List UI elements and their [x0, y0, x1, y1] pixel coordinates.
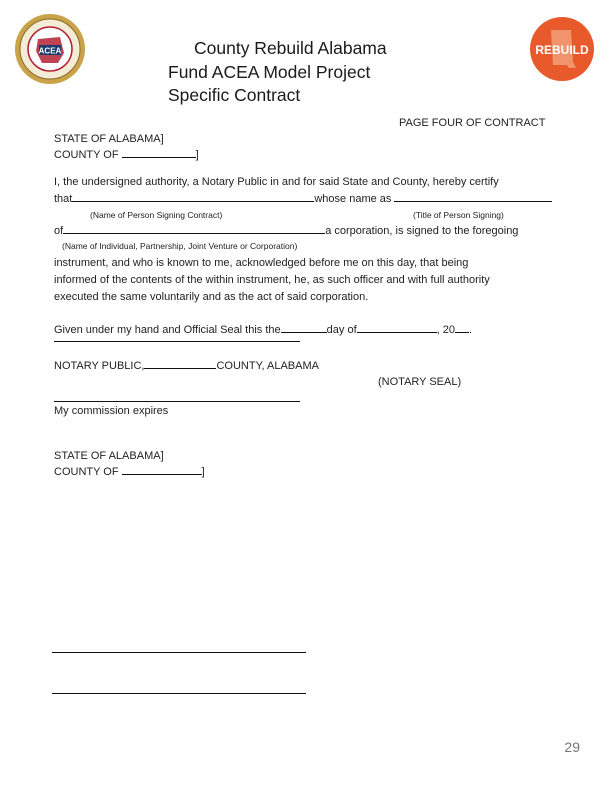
- county-of-line-2: [54, 464, 205, 480]
- signer-title-blank[interactable]: [394, 191, 552, 202]
- certify-line-2: [54, 191, 552, 207]
- of-label: of: [54, 225, 64, 237]
- notary-county-blank[interactable]: [144, 358, 216, 369]
- county-of-label-2: COUNTY OF: [54, 466, 119, 478]
- corporation-text: a corporation, is signed to the foregoing: [325, 225, 519, 237]
- given-period: .: [468, 324, 473, 336]
- entity-name-blank[interactable]: [63, 223, 325, 234]
- that-label: that: [54, 193, 73, 205]
- commission-expires-label: My commission expires: [54, 405, 169, 417]
- page-number: 29: [564, 739, 580, 755]
- given-line: [54, 322, 472, 338]
- state-of-alabama-1: STATE OF ALABAMA]: [54, 133, 164, 145]
- whose-name-as-label: whose name as: [314, 193, 392, 205]
- acea-seal-logo: [14, 13, 86, 85]
- certify-line-3: [54, 223, 518, 239]
- caption-entity: (Name of Individual, Partnership, Joint Venture or Corporation): [62, 241, 298, 251]
- county-of-line-1: [54, 147, 199, 163]
- year-prefix: , 20: [436, 324, 455, 336]
- caption-title: (Title of Person Signing): [413, 210, 504, 220]
- signature-line-2[interactable]: [52, 693, 306, 694]
- signer-name-blank[interactable]: [72, 191, 314, 202]
- rebuild-alabama-logo: [529, 16, 595, 82]
- year-blank[interactable]: [455, 322, 469, 333]
- certify-para-2: informed of the contents of the within instrument, he, as such officer and with full authority: [54, 274, 490, 286]
- certify-line-1: I, the undersigned authority, a Notary Public in and for said State and County, hereby certify: [54, 176, 499, 188]
- page-label: PAGE FOUR OF CONTRACT: [399, 117, 546, 129]
- document-title: [168, 37, 387, 108]
- county-blank-2[interactable]: [122, 464, 202, 475]
- county-close-2: ]: [201, 466, 205, 478]
- state-of-alabama-2: STATE OF ALABAMA]: [54, 450, 164, 462]
- title-line-3: Specific Contract: [168, 85, 301, 105]
- day-blank[interactable]: [281, 322, 327, 333]
- given-prefix: Given under my hand and Official Seal this the: [54, 324, 281, 336]
- notary-seal-label: (NOTARY SEAL): [378, 376, 462, 388]
- title-line-1: County Rebuild Alabama: [194, 38, 387, 58]
- day-of-label: day of: [326, 324, 357, 336]
- month-blank[interactable]: [357, 322, 437, 333]
- given-underline-rule: [54, 341, 300, 342]
- county-blank-1[interactable]: [122, 147, 196, 158]
- county-of-label-1: COUNTY OF: [54, 149, 119, 161]
- notary-signature-line[interactable]: [54, 401, 300, 402]
- title-line-2: Fund ACEA Model Project: [168, 61, 371, 82]
- notary-county-label: COUNTY, ALABAMA: [216, 360, 319, 372]
- caption-person: (Name of Person Signing Contract): [90, 210, 223, 220]
- signature-line-1[interactable]: [52, 652, 306, 653]
- rebuild-logo-text: REBUILD: [535, 43, 589, 57]
- certify-para-3: executed the same voluntarily and as the act of said corporation.: [54, 291, 369, 303]
- certify-para-1: instrument, and who is known to me, acknowledged before me on this day, that being: [54, 257, 469, 269]
- notary-public-label: NOTARY PUBLIC,: [54, 360, 145, 372]
- notary-line: [54, 358, 319, 374]
- county-close-1: ]: [195, 149, 199, 161]
- acea-logo-text: ACEA: [38, 46, 62, 56]
